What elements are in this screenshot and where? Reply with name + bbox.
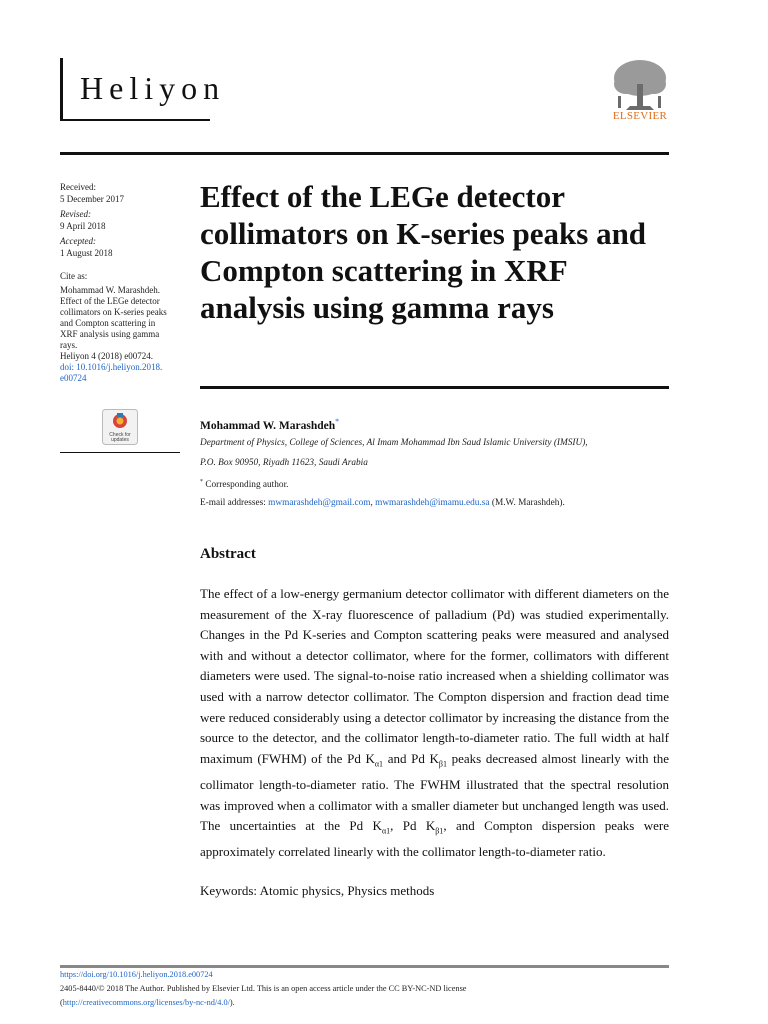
history-revised-label: Revised:: [60, 209, 91, 219]
cite-line: collimators on K-series peaks: [60, 307, 167, 317]
keywords: Keywords: Atomic physics, Physics methods: [200, 883, 435, 898]
history-received-label: Received:: [60, 182, 96, 192]
abstract-heading: Abstract: [200, 546, 256, 562]
sidebar-rule: [60, 452, 180, 453]
cite-label: Cite as:: [60, 271, 88, 281]
footer-paren: ).: [229, 998, 235, 1007]
check-for-updates-badge-icon[interactable]: [102, 409, 138, 445]
email-line: [200, 498, 565, 508]
email-owner: (M.W. Marashdeh).: [491, 498, 565, 508]
history-received-date: 5 December 2017: [60, 194, 124, 204]
badge-text: updates: [111, 437, 129, 443]
history-revised-date: 9 April 2018: [60, 221, 106, 231]
footer-paren: (: [60, 998, 63, 1007]
corresponding-note: [200, 479, 288, 490]
abstract-subscript: β1: [438, 759, 447, 769]
email-separator: ,: [370, 498, 373, 508]
author-name: [200, 417, 339, 432]
author-footnote-mark[interactable]: *: [335, 417, 340, 426]
title-rule: [200, 386, 669, 389]
footer-rule: [60, 965, 669, 968]
publisher-name: ELSEVIER: [612, 110, 668, 122]
affiliation: Department of Physics, College of Sciences, Al Imam Mohammad Ibn Saud Islamic University (IMSIU),: [200, 438, 588, 448]
footer-license-url-line: [60, 998, 669, 1007]
footer-doi-link[interactable]: https://doi.org/10.1016/j.heliyon.2018.e00724: [60, 970, 213, 979]
history-accepted-date: 1 August 2018: [60, 248, 113, 258]
journal-logo-frame: [60, 58, 63, 120]
header-rule: [60, 152, 669, 155]
abstract-text: peaks decreased almost linearly with the collimator length-to-diameter ratio. The FWHM illustrated that the spectral resolution was improved when a collimator with a smaller diameter but unchanged length was used. The uncertainties at the Pd K: [200, 750, 669, 834]
abstract-text: and Pd K: [383, 750, 439, 766]
badge-text: Check for: [109, 432, 131, 438]
cite-line: Mohammad W. Marashdeh.: [60, 285, 160, 295]
abstract-subscript: α1: [374, 759, 384, 769]
abstract-subscript: β1: [435, 826, 444, 836]
cite-line: and Compton scattering in: [60, 318, 156, 328]
cite-line: Heliyon 4 (2018) e00724.: [60, 351, 153, 361]
article-title: Effect of the LEGe detector collimators on K-series peaks and Compton scattering in XRF analysis using gamma rays: [200, 179, 647, 325]
cite-line: XRF analysis using gamma: [60, 329, 160, 339]
history-accepted-label: Accepted:: [60, 236, 96, 246]
author-name-text: Mohammad W. Marashdeh: [200, 419, 336, 432]
abstract-subscript: α1: [381, 826, 391, 836]
cite-doi-link-cont[interactable]: e00724: [60, 373, 87, 383]
affiliation: P.O. Box 90950, Riyadh 11623, Saudi Arabia: [200, 458, 368, 468]
journal-logo-underline: [60, 119, 210, 121]
cite-doi-link[interactable]: doi: 10.1016/j.heliyon.2018.: [60, 362, 163, 372]
email-link[interactable]: mwmarashdeh@imamu.edu.sa: [375, 498, 490, 508]
cite-line: Effect of the LEGe detector: [60, 296, 160, 306]
footer-license: 2405-8440/© 2018 The Author. Published by Elsevier Ltd. This is an open access article under the CC BY-NC-ND license: [60, 984, 467, 993]
abstract-body: [200, 584, 669, 863]
corresponding-text: Corresponding author.: [205, 480, 289, 491]
abstract-text: The effect of a low-energy germanium detector collimator with different diameters on the measurement of the X-ray fluorescence of palladium (Pd) was studied experimentally. Changes in the Pd K-series and Compton scattering peaks were measured and analysed with and without a detector collimator, where for the former, collimators with different diameters were used. The signal-to-noise ratio increased when a shielding collimator was used with a narrow detector collimator. The Compton dispersion and fraction dead time were reduced considerably using a detector collimator by increasing the distance from the source to the detector, and the collimator length-to-diameter ratio. The full width at half maximum (FWHM) of the Pd K: [200, 586, 669, 766]
journal-name: Heliyon: [80, 70, 226, 106]
cite-line: rays.: [60, 340, 78, 350]
abstract-text: , and Compton dispersion peaks were approximately correlated linearly with the collimator length-to-diameter ratio.: [200, 818, 669, 860]
footer-license-link[interactable]: http://creativecommons.org/licenses/by-nc-nd/4.0/: [62, 998, 230, 1007]
email-label: E-mail addresses:: [200, 498, 266, 508]
abstract-text: , Pd K: [390, 818, 436, 834]
email-link[interactable]: mwmarashdeh@gmail.com: [268, 498, 371, 508]
corresponding-mark: *: [200, 479, 203, 485]
